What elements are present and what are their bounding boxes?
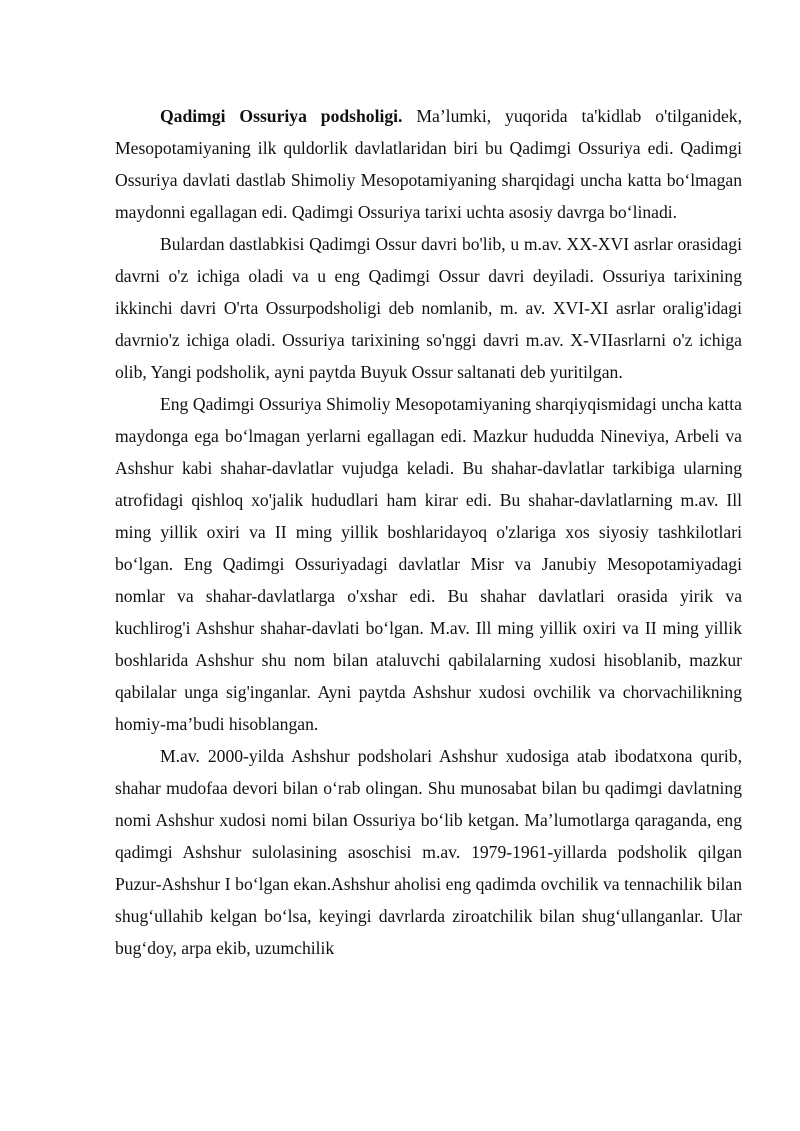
paragraph-1-text: Ma’lumki, yuqorida ta'kidlab o'tilganidek, Mesopotamiyaning ilk quldorlik davlatlaridan biri bu Qadimgi Ossuriya edi. Qadimgi Ossuriya davlati dastlab Shimoliy Mesopotamiyaning sharqidagi uncha katta bo‘lmagan maydonni egallagan edi. Qadimgi Ossuriya tarixi uchta asosiy davrga bo‘linadi. xyxy=(115,106,743,222)
paragraph-3: Eng Qadimgi Ossuriya Shimoliy Mesopotamiyaning sharqiyqismidagi uncha katta maydonga ega bo‘lmagan yerlarni egallagan edi. Mazkur hududda Nineviya, Arbeli va Ashshur kabi shahar-davlatlar vujudga keladi. Bu shahar-davlatlar tarkibiga ularning atrofidagi qishloq xo'jalik hududlari ham kirar edi. Bu shahar-davlatlarning m.av. Ill ming yillik oxiri va II ming yillik boshlaridayoq o'zlariga xos siyosiy tashkilotlari bo‘lgan. Eng Qadimgi Ossuriyadagi davlatlar Misr va Janubiy Mesopotamiyadagi nomlar va shahar-davlatlarga o'xshar edi. Bu shahar davlatlari orasida yirik va kuchlirog'i Ashshur shahar-davlati bo‘lgan. M.av. Ill ming yillik oxiri va II ming yillik boshlarida Ashshur shu nom bilan ataluvchi qabilalarning xudosi hisoblanib, mazkur qabilalar unga sig'inganlar. Ayni paytda Ashshur xudosi ovchilik va chorvachilikning homiy-ma’budi hisoblangan. xyxy=(115,394,742,734)
paragraph-2: Bulardan dastlabkisi Qadimgi Ossur davri bo'lib, u m.av. XX-XVI asrlar orasidagi davrni o'z ichiga oladi va u eng Qadimgi Ossur davri deyiladi. Ossuriya tarixining ikkinchi davri O'rta Ossurpodsholigi deb nomlanib, m. av. XVI-XI asrlar oralig'idagi davrnio'z ichiga oladi. Ossuriya tarixining so'nggi davri m.av. X-VIIasrlarni o'z ichiga olib, Yangi podsholik, ayni paytda Buyuk Ossur saltanati deb yuritilgan. xyxy=(115,234,742,382)
document-page xyxy=(115,100,742,964)
paragraph-4: M.av. 2000-yilda Ashshur podsholari Ashshur xudosiga atab ibodatxona qurib, shahar mudofaa devori bilan o‘rab olingan. Shu munosabat bilan bu qadimgi davlatning nomi Ashshur xudosi nomi bilan Ossuriya bo‘lib ketgan. Ma’lumotlarga qaraganda, eng qadimgi Ashshur sulolasining asoschisi m.av. 1979-1961-yillarda podsholik qilgan Puzur-Ashshur I bo‘lgan ekan.Ashshur aholisi eng qadimda ovchilik va tennachilik bilan shug‘ullahib kelgan bo‘lsa, keyingi davrlarda ziroatchilik bilan shug‘ullanganlar. Ular bug‘doy, arpa ekib, uzumchilik xyxy=(115,746,742,958)
section-heading: Qadimgi Ossuriya podsholigi. xyxy=(160,106,403,126)
paragraph-1 xyxy=(115,100,742,228)
